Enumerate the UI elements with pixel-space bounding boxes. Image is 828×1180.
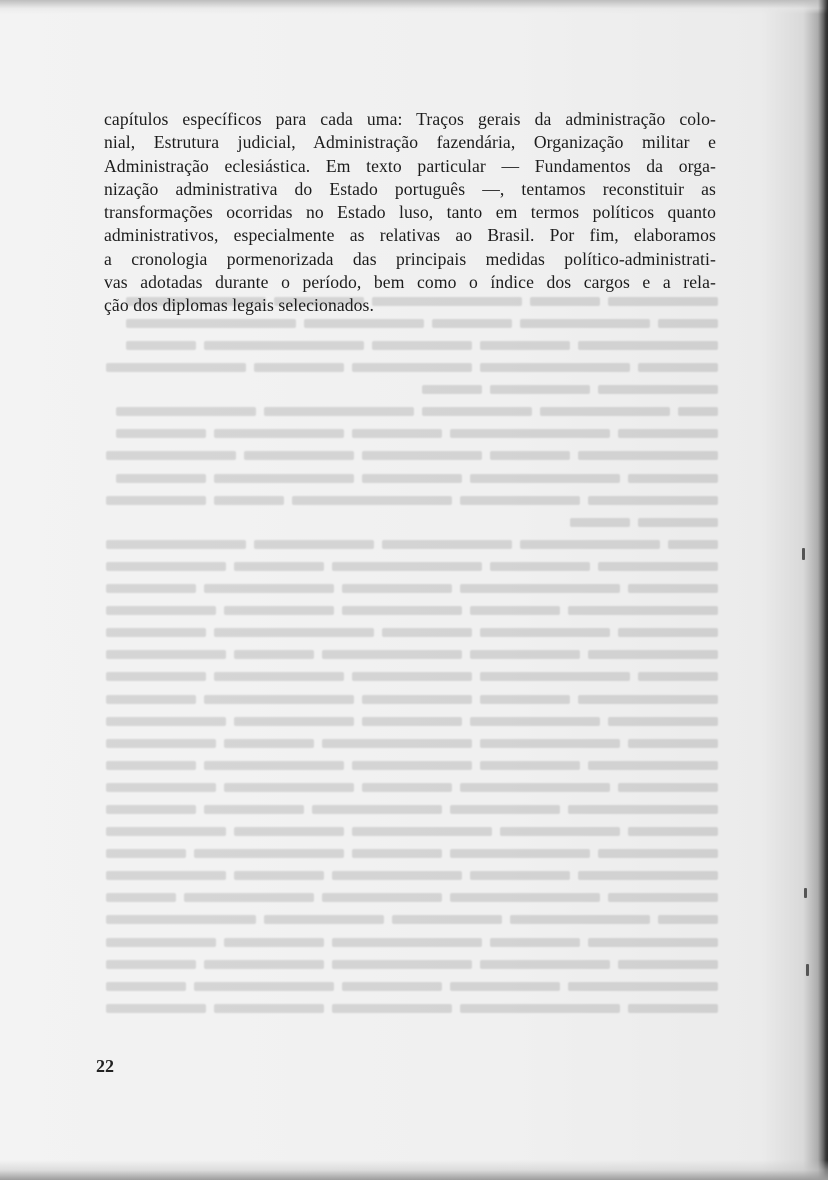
show-through-text	[96, 290, 718, 1030]
show-through-line	[96, 820, 718, 842]
show-through-line	[96, 732, 718, 754]
show-through-line	[96, 423, 718, 445]
show-through-line	[96, 577, 718, 599]
page-right-edge	[818, 0, 828, 1180]
show-through-line	[96, 754, 718, 776]
margin-mark	[804, 888, 807, 898]
margin-mark	[806, 964, 809, 976]
body-paragraph	[104, 108, 716, 318]
paragraph-line: capítulos específicos para cada uma: Traços gerais da administração colo-	[104, 109, 716, 129]
top-edge-shadow	[0, 0, 828, 14]
show-through-line	[96, 864, 718, 886]
show-through-line	[96, 688, 718, 710]
paragraph-line: nial, Estrutura judicial, Administração fazendária, Organização militar e	[104, 132, 716, 153]
show-through-line	[96, 621, 718, 643]
paragraph-line: vas adotadas durante o período, bem como o índice dos cargos e a rela-	[104, 272, 716, 293]
show-through-line	[96, 378, 718, 400]
show-through-line	[96, 909, 718, 931]
paragraph-line: ção dos diplomas legais selecionados.	[104, 295, 374, 316]
show-through-line	[96, 975, 718, 997]
show-through-line	[96, 511, 718, 533]
show-through-line	[96, 997, 718, 1019]
show-through-line	[96, 334, 718, 356]
show-through-line	[96, 931, 718, 953]
paragraph-line: Administração eclesiástica. Em texto particular — Fundamentos da orga-	[104, 155, 716, 176]
show-through-line	[96, 887, 718, 909]
show-through-line	[96, 644, 718, 666]
paragraph-line: administrativos, especialmente as relativas ao Brasil. Por fim, elaboramos	[104, 225, 716, 246]
show-through-line	[96, 666, 718, 688]
show-through-line	[96, 776, 718, 798]
show-through-line	[96, 555, 718, 577]
show-through-line	[96, 489, 718, 511]
show-through-line	[96, 842, 718, 864]
margin-mark	[802, 548, 805, 560]
show-through-line	[96, 356, 718, 378]
show-through-line	[96, 953, 718, 975]
paragraph-line: nização administrativa do Estado português —, tentamos reconstituir as	[104, 178, 716, 199]
show-through-line	[96, 445, 718, 467]
show-through-line	[96, 533, 718, 555]
show-through-line	[96, 467, 718, 489]
bottom-edge-shadow	[0, 1160, 828, 1180]
show-through-line	[96, 599, 718, 621]
show-through-line	[96, 400, 718, 422]
paragraph-line: transformações ocorridas no Estado luso, tanto em termos políticos quanto	[104, 202, 716, 223]
page-number: 22	[96, 1056, 114, 1076]
show-through-line	[96, 798, 718, 820]
paragraph-line: a cronologia pormenorizada das principais medidas político-administrati-	[104, 248, 716, 269]
show-through-line	[96, 710, 718, 732]
